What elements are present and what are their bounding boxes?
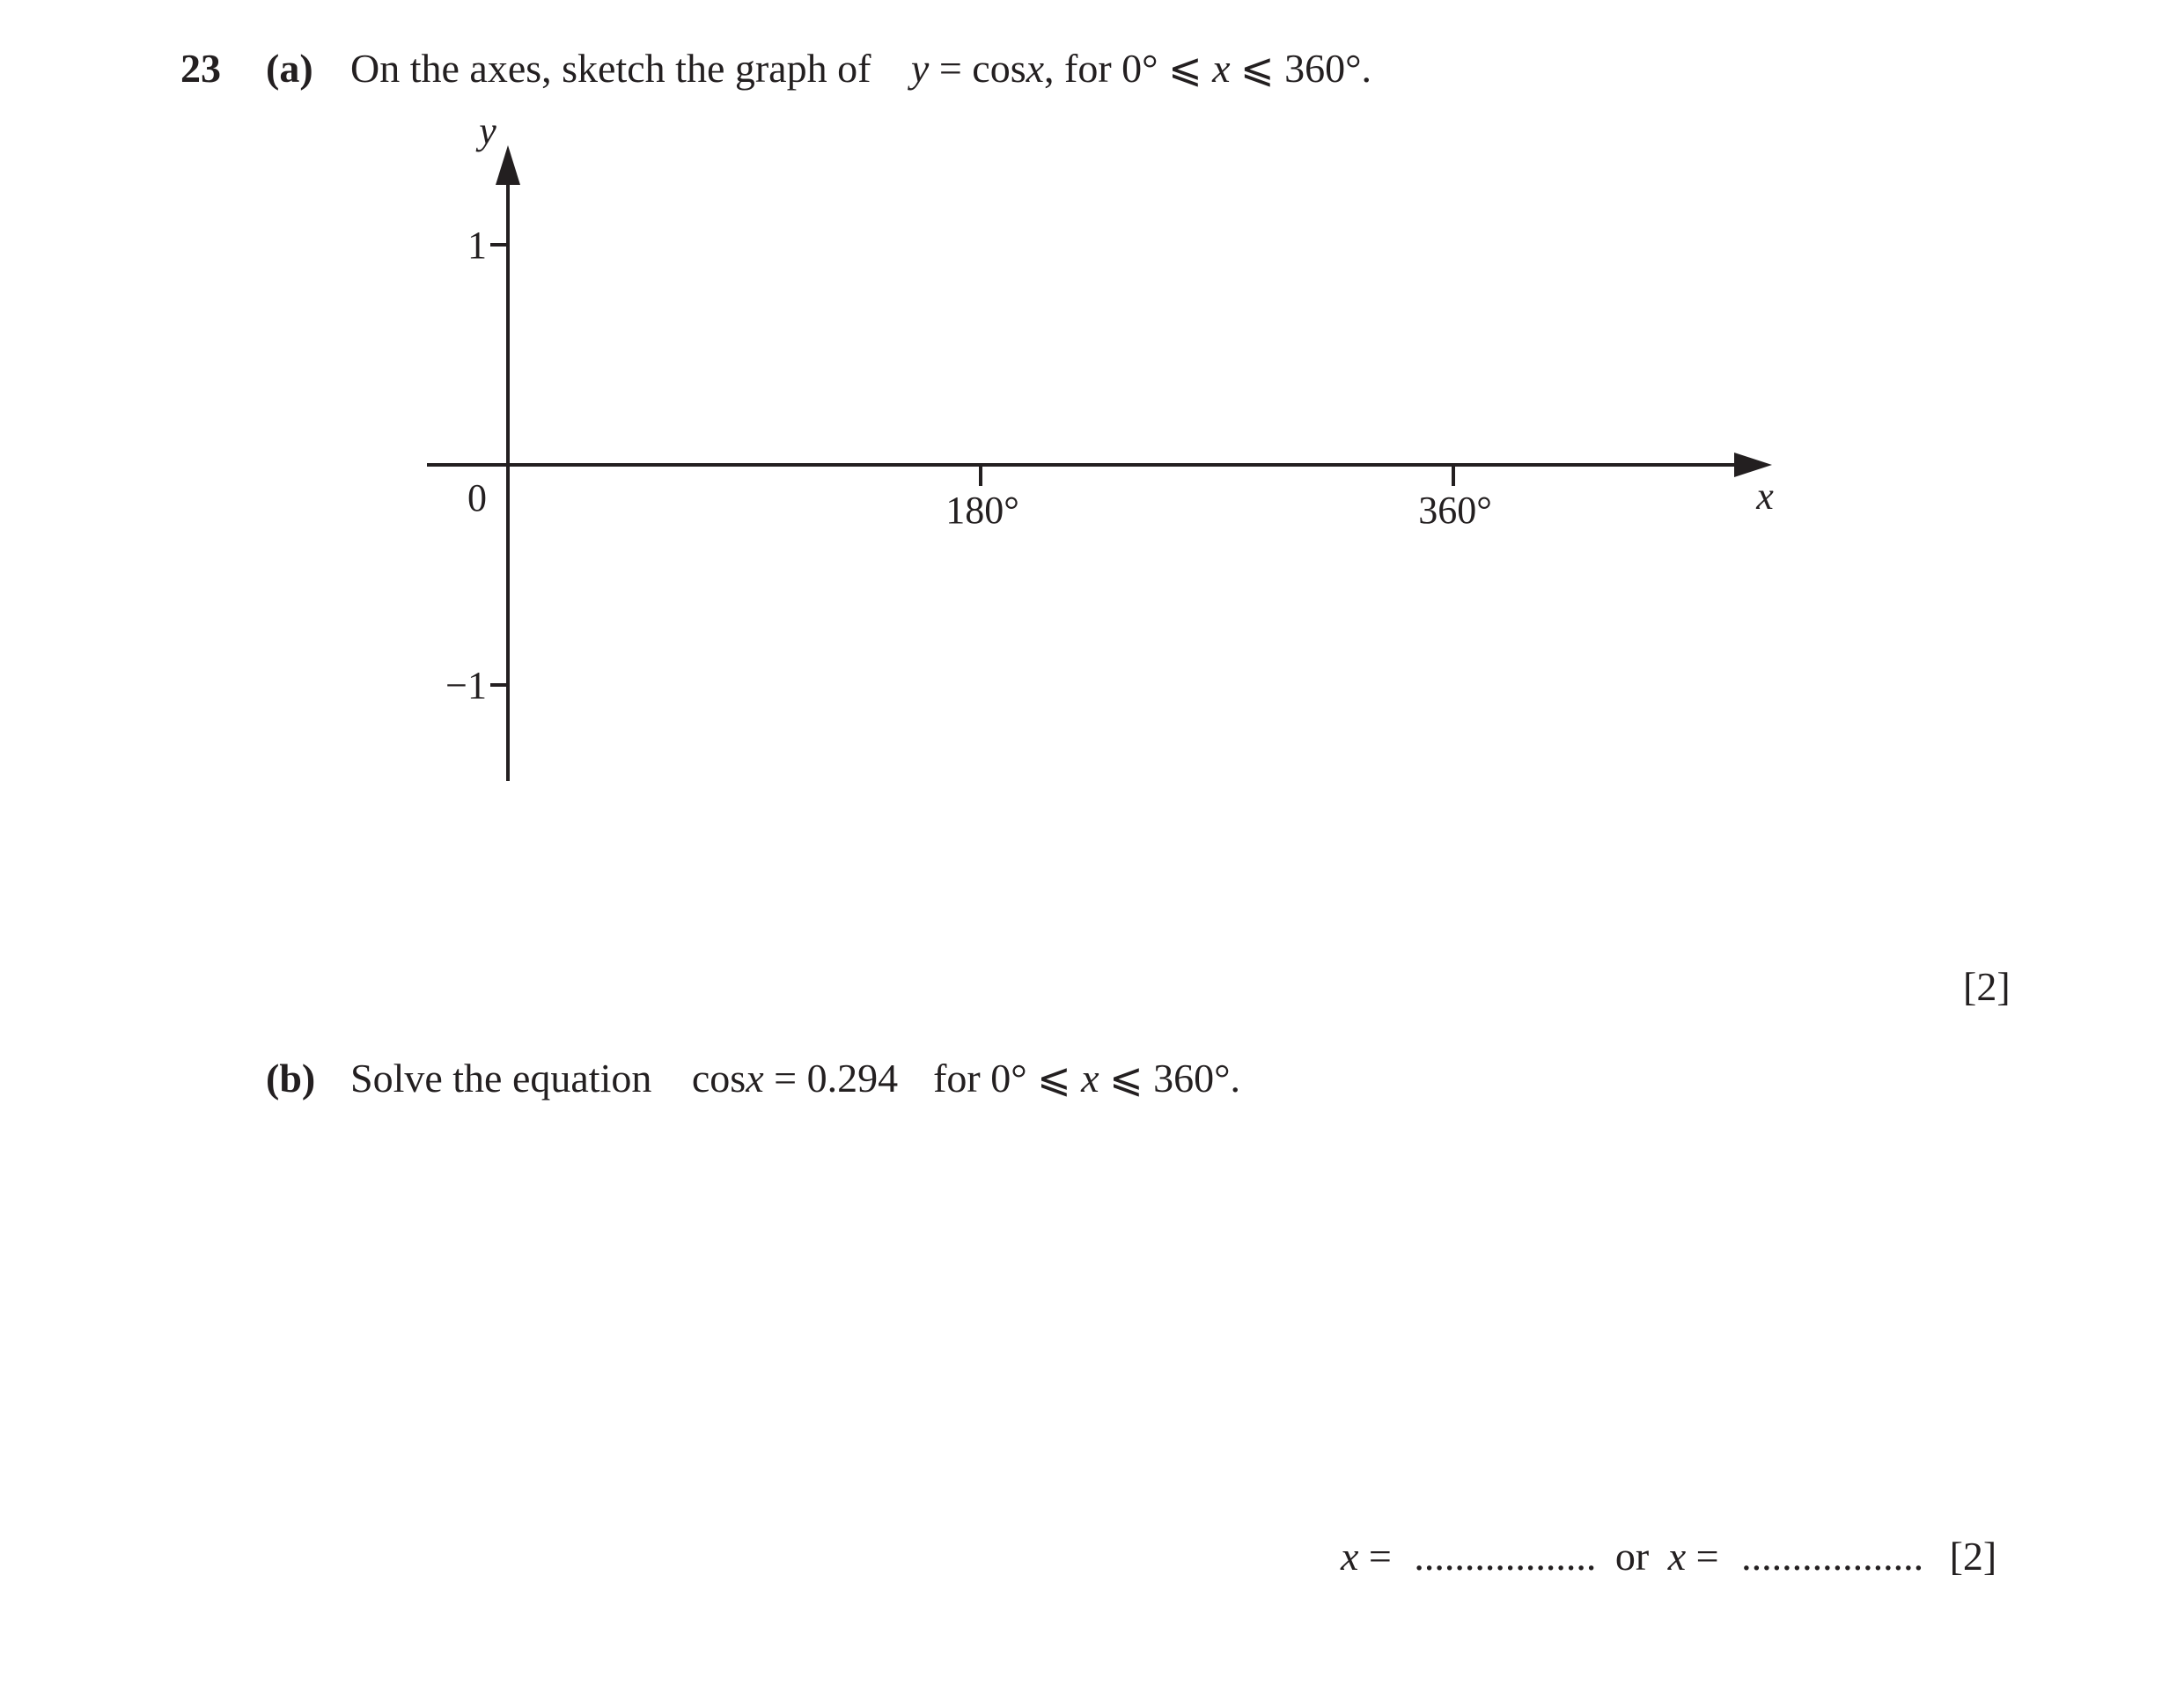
part-a-text: On the axes, sketch the graph of <box>350 46 871 91</box>
part-a-marks: [2] <box>1963 964 2011 1009</box>
answer-x1-label: x <box>1341 1534 1359 1579</box>
origin-label: 0 <box>467 476 487 519</box>
part-b-text: Solve the equation <box>350 1056 652 1101</box>
x-axis-label: x <box>1756 475 1774 518</box>
answer-blank-1[interactable]: .................. <box>1414 1534 1597 1579</box>
x-axis-arrow <box>1734 453 1772 477</box>
part-b-prompt <box>350 1058 1240 1099</box>
answer-equals-2: = <box>1695 1534 1719 1579</box>
answer-x2-label: x <box>1667 1534 1687 1579</box>
x-tick-label-180: 180° <box>945 489 1019 532</box>
answer-line <box>1341 1536 1996 1577</box>
y-tick-label-pos1: 1 <box>467 224 487 267</box>
answer-equals-1: = <box>1368 1534 1392 1579</box>
question-number: 23 <box>180 46 221 91</box>
part-b-label: (b) <box>266 1056 316 1101</box>
answer-or: or <box>1614 1534 1650 1579</box>
part-b-marks: [2] <box>1949 1534 1997 1579</box>
part-a-label: (a) <box>266 46 313 91</box>
part-b-equation: cosx = 0.294 for 0° ⩽ x ⩽ 360°. <box>691 1056 1241 1101</box>
answer-blank-2[interactable]: .................. <box>1741 1534 1924 1579</box>
axis-layer <box>427 109 1774 781</box>
y-axis-label: y <box>479 109 496 152</box>
y-tick-label-neg1: −1 <box>445 664 487 707</box>
part-a-equation: y = cosx, for 0° ⩽ x ⩽ 360°. <box>910 46 1371 91</box>
y-axis-arrow <box>496 145 520 185</box>
x-tick-label-360: 360° <box>1418 489 1492 532</box>
